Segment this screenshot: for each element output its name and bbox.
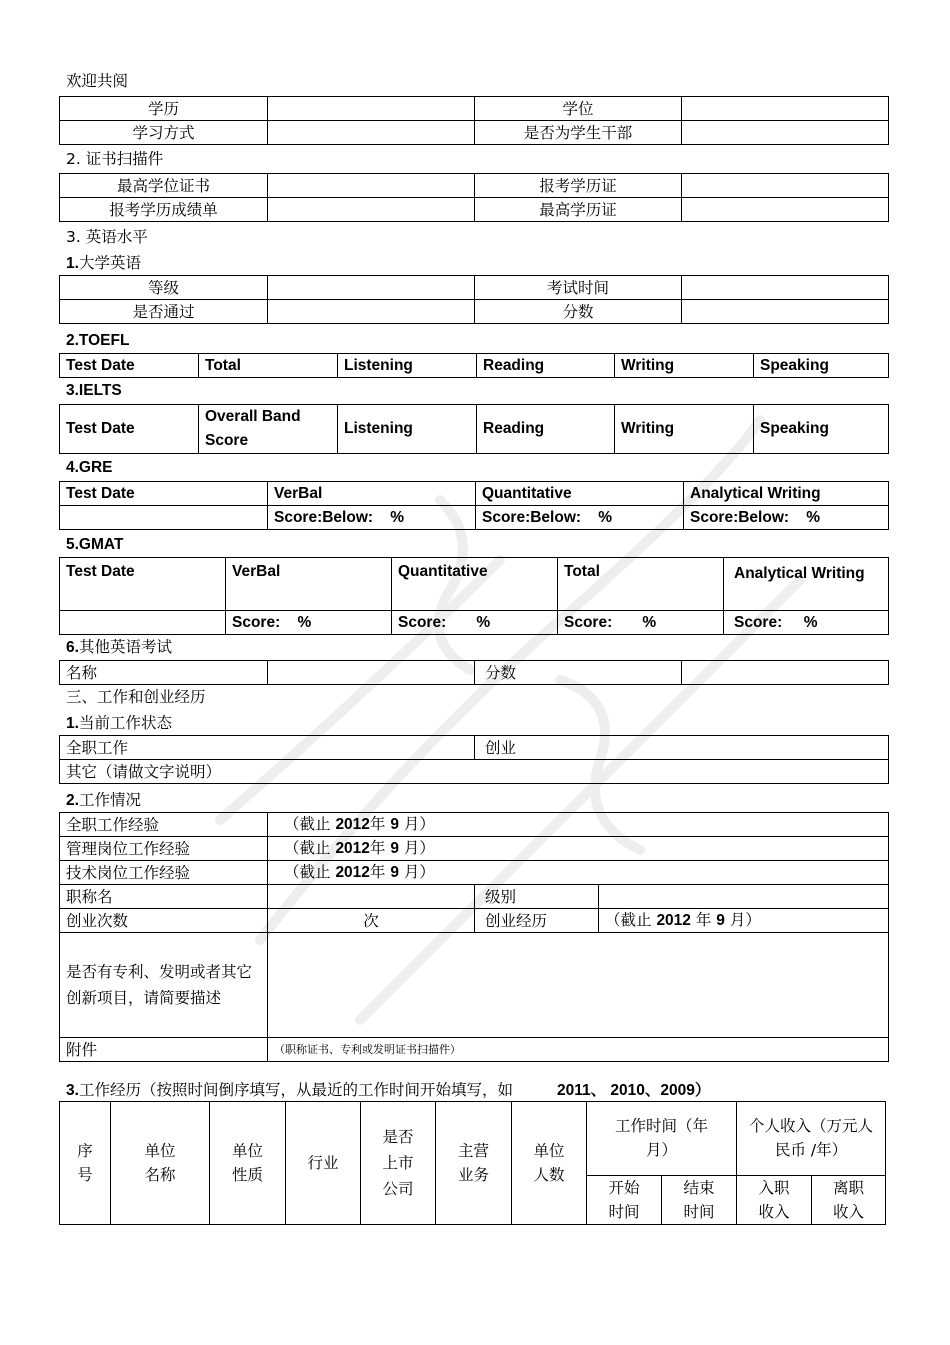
col-listed: 是否上市公司 (361, 1102, 436, 1225)
toefl-test-date-header: Test Date (60, 354, 199, 378)
cutoff-year: 2012 (335, 864, 370, 881)
section-title-english: 3. 英语水平 (66, 228, 148, 246)
label-transcript: 报考学历成绩单 (60, 198, 268, 222)
col-serial: 序号 (60, 1102, 111, 1225)
passed-field[interactable] (268, 300, 475, 324)
cet-title: 大学英语 (78, 254, 141, 272)
section-title-cet (66, 252, 141, 274)
col-entry-income: 入职收入 (737, 1175, 812, 1224)
col-income: 个人收入（万元人民币 /年） (737, 1102, 886, 1176)
table-row (60, 482, 889, 506)
cutoff-prefix: （截止 (284, 815, 336, 833)
attachments-note[interactable]: （职称证书、专利或发明证书扫描件） (268, 1038, 889, 1062)
gmat-quant-header: Quantitative (392, 558, 558, 611)
gmat-total-score[interactable]: Score: % (558, 611, 724, 635)
cutoff-suffix: 月） (398, 863, 435, 881)
gre-writing-score[interactable]: Score:Below: % (684, 506, 889, 530)
work-status-table (59, 812, 889, 1062)
table-row (60, 813, 889, 837)
cutoff-month: 9 (716, 912, 725, 929)
cet-score-field[interactable] (682, 300, 889, 324)
label-cet-level: 等级 (60, 276, 268, 300)
label-job-level: 级别 (475, 885, 599, 909)
gmat-test-date-field[interactable] (60, 611, 226, 635)
education-table (59, 96, 889, 145)
label-exam-name: 名称 (60, 661, 268, 685)
table-row (60, 1038, 889, 1062)
exam-name-field[interactable] (268, 661, 475, 685)
degree-field[interactable] (682, 97, 889, 121)
section-title-gmat: 5.GMAT (66, 536, 124, 553)
col-company-name: 单位名称 (111, 1102, 210, 1225)
label-study-mode: 学习方式 (60, 121, 268, 145)
table-row (60, 661, 889, 685)
cutoff-month: 9 (390, 816, 399, 833)
student-cadre-field[interactable] (682, 121, 889, 145)
applied-edu-cert-field[interactable] (682, 174, 889, 198)
page-header: 欢迎共阅 (66, 72, 129, 90)
label-exam-time: 考试时间 (475, 276, 682, 300)
job-title-field[interactable] (268, 885, 475, 909)
section-title-current-status (66, 712, 172, 734)
table-row (60, 861, 889, 885)
option-startup[interactable]: 创业 (475, 736, 889, 760)
gmat-verbal-score[interactable]: Score: % (226, 611, 392, 635)
table-row (60, 760, 889, 784)
cutoff-month: 9 (390, 864, 399, 881)
col-leave-income: 离职收入 (812, 1175, 886, 1224)
transcript-field[interactable] (268, 198, 475, 222)
col-main-business: 主营业务 (436, 1102, 512, 1225)
toefl-table (59, 353, 889, 378)
study-mode-field[interactable] (268, 121, 475, 145)
work-history-example: 2011、 2010、2009） (556, 1082, 711, 1099)
technical-exp-field[interactable] (268, 861, 889, 885)
section-title-work-experience: 三、工作和创业经历 (66, 688, 206, 706)
table-row (60, 558, 889, 611)
label-other-score: 分数 (475, 661, 682, 685)
cutoff-prefix: （截止 (284, 863, 336, 881)
table-row (60, 909, 889, 933)
gmat-writing-score[interactable]: Score: % (724, 611, 889, 635)
current-status-title: 当前工作状态 (78, 714, 172, 732)
ielts-listening-header: Listening (338, 405, 477, 454)
exam-time-field[interactable] (682, 276, 889, 300)
table-row (60, 611, 889, 635)
cet-table (59, 275, 889, 324)
gmat-writing-header: Analytical Writing (724, 558, 889, 611)
ielts-writing-header: Writing (615, 405, 754, 454)
col-industry: 行业 (286, 1102, 361, 1225)
gre-writing-header: Analytical Writing (684, 482, 889, 506)
label-degree: 学位 (475, 97, 682, 121)
cutoff-month: 9 (390, 840, 399, 857)
other-english-table (59, 660, 889, 685)
label-passed: 是否通过 (60, 300, 268, 324)
gre-verbal-score[interactable]: Score:Below: % (268, 506, 476, 530)
ielts-test-date-header: Test Date (60, 405, 199, 454)
option-fulltime[interactable]: 全职工作 (60, 736, 475, 760)
table-row (60, 885, 889, 909)
table-row (60, 837, 889, 861)
startup-exp-field[interactable] (599, 909, 889, 933)
cutoff-year-unit: 年 (369, 815, 391, 833)
table-row (60, 97, 889, 121)
certificate-table (59, 173, 889, 222)
cutoff-suffix: 月） (724, 911, 761, 929)
table-row (60, 354, 889, 378)
toefl-speaking-header: Speaking (754, 354, 889, 378)
col-end-time: 结束时间 (662, 1175, 737, 1224)
label-degree-level: 学历 (60, 97, 268, 121)
current-status-number: 1. (66, 715, 79, 732)
highest-edu-cert-field[interactable] (682, 198, 889, 222)
toefl-listening-header: Listening (338, 354, 477, 378)
section-title-certificates: 2. 证书扫描件 (66, 150, 164, 168)
table-row (60, 174, 889, 198)
gre-table (59, 481, 889, 530)
ielts-speaking-header: Speaking (754, 405, 889, 454)
work-history-table (59, 1101, 886, 1225)
work-status-number: 2. (66, 792, 79, 809)
label-cet-score: 分数 (475, 300, 682, 324)
section-title-ielts: 3.IELTS (66, 382, 122, 399)
section-title-work-status (66, 789, 141, 811)
highest-degree-cert-field[interactable] (268, 174, 475, 198)
label-job-title: 职称名 (60, 885, 268, 909)
gre-quant-header: Quantitative (476, 482, 684, 506)
label-attachments: 附件 (60, 1038, 268, 1062)
table-row (60, 121, 889, 145)
cutoff-year-unit: 年 (690, 911, 717, 929)
gmat-verbal-header: VerBal (226, 558, 392, 611)
label-applied-edu-cert: 报考学历证 (475, 174, 682, 198)
table-row (60, 933, 889, 1038)
job-level-field[interactable] (599, 885, 889, 909)
label-fulltime-exp: 全职工作经验 (60, 813, 268, 837)
other-english-title: 其他英语考试 (78, 638, 172, 656)
cutoff-prefix: （截止 (605, 911, 657, 929)
table-row (60, 736, 889, 760)
gmat-table (59, 557, 889, 635)
section-title-toefl: 2.TOEFL (66, 332, 130, 349)
work-history-title: 工作经历（按照时间倒序填写，从最近的工作时间开始填写，如 (78, 1081, 513, 1099)
label-technical-exp: 技术岗位工作经验 (60, 861, 268, 885)
label-student-cadre: 是否为学生干部 (475, 121, 682, 145)
section-title-work-history (66, 1079, 710, 1101)
ielts-reading-header: Reading (477, 405, 615, 454)
col-company-type: 单位性质 (210, 1102, 286, 1225)
cutoff-year: 2012 (656, 912, 691, 929)
startup-count-field[interactable]: 次 (268, 909, 475, 933)
label-highest-degree-cert: 最高学位证书 (60, 174, 268, 198)
label-patents: 是否有专利、发明或者其它创新项目，请简要描述 (60, 933, 268, 1038)
gre-quant-score[interactable]: Score:Below: % (476, 506, 684, 530)
table-row (60, 506, 889, 530)
cet-level-field[interactable] (268, 276, 475, 300)
table-row (60, 405, 889, 454)
label-startup-exp: 创业经历 (475, 909, 599, 933)
patents-field[interactable] (268, 933, 889, 1038)
ielts-table (59, 404, 889, 454)
gmat-test-date-header: Test Date (60, 558, 226, 611)
label-management-exp: 管理岗位工作经验 (60, 837, 268, 861)
cutoff-prefix: （截止 (284, 839, 336, 857)
col-work-time: 工作时间（年月） (587, 1102, 737, 1176)
toefl-writing-header: Writing (615, 354, 754, 378)
table-row (60, 276, 889, 300)
section-title-gre: 4.GRE (66, 459, 113, 476)
work-history-number: 3. (66, 1082, 79, 1099)
gre-test-date-field[interactable] (60, 506, 268, 530)
col-headcount: 单位人数 (512, 1102, 587, 1225)
cutoff-suffix: 月） (398, 839, 435, 857)
degree-level-field[interactable] (268, 97, 475, 121)
gmat-total-header: Total (558, 558, 724, 611)
toefl-total-header: Total (199, 354, 338, 378)
current-status-table (59, 735, 889, 784)
toefl-reading-header: Reading (477, 354, 615, 378)
label-highest-edu-cert: 最高学历证 (475, 198, 682, 222)
gre-test-date-header: Test Date (60, 482, 268, 506)
table-row (60, 300, 889, 324)
cutoff-year: 2012 (335, 840, 370, 857)
work-status-title: 工作情况 (78, 791, 141, 809)
gmat-quant-score[interactable]: Score: % (392, 611, 558, 635)
section-title-other-english (66, 636, 172, 658)
table-row (60, 1102, 886, 1176)
cutoff-year-unit: 年 (369, 839, 391, 857)
other-score-field[interactable] (682, 661, 889, 685)
gre-verbal-header: VerBal (268, 482, 476, 506)
cutoff-year: 2012 (335, 816, 370, 833)
other-english-number: 6. (66, 639, 79, 656)
ielts-overall-header: Overall Band Score (199, 405, 338, 454)
label-startup-count: 创业次数 (60, 909, 268, 933)
cet-number: 1. (66, 255, 79, 272)
option-other[interactable]: 其它（请做文字说明） (60, 760, 889, 784)
table-row (60, 198, 889, 222)
cutoff-year-unit: 年 (369, 863, 391, 881)
col-start-time: 开始时间 (587, 1175, 662, 1224)
management-exp-field[interactable] (268, 837, 889, 861)
fulltime-exp-field[interactable] (268, 813, 889, 837)
cutoff-suffix: 月） (398, 815, 435, 833)
